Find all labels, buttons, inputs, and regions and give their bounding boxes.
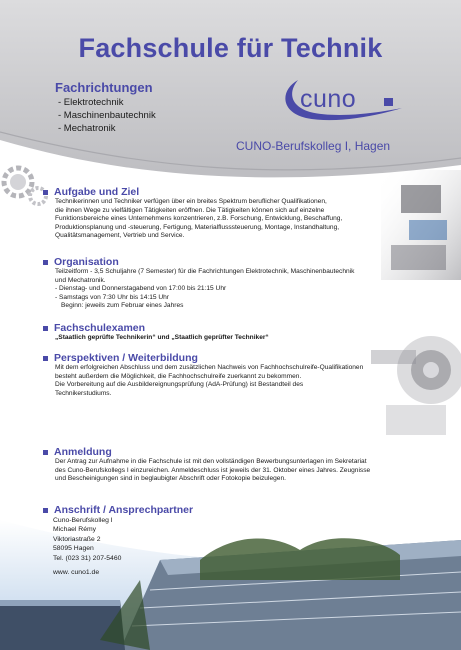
list-item: - Maschinenbautechnik [58, 110, 156, 121]
bullet-icon [43, 260, 48, 265]
text-line: und Bescheinigungen sind in beglaubigter Abschrift oder Fotokopie beizulegen. [55, 475, 286, 483]
text-line: Produktionsplanung und -steuerung, Fertigung, Materialflusssteuerung, Montage, Instandhaltung, [55, 223, 340, 231]
bullet-icon [43, 450, 48, 455]
bullet-icon [43, 356, 48, 361]
text-line: und Mechatronik. [55, 276, 106, 284]
contact-line: Tel. (023 31) 207-5460 [53, 554, 122, 562]
bullet-icon [43, 326, 48, 331]
text-line: die ihnen Wege zu vielfältigen Tätigkeiten eröffnen. Die Tätigkeiten können sich auf einzelne [55, 206, 325, 214]
section-title: Anschrift / Ansprechpartner [54, 504, 194, 516]
school-name: CUNO-Berufskolleg I, Hagen [236, 139, 391, 153]
text-line: Technikerstudiums. [55, 389, 112, 397]
section-title: Anmeldung [54, 446, 112, 458]
cuno-logo-text: cuno [300, 85, 357, 113]
contact-line: 58095 Hagen [53, 545, 94, 553]
text-line: Teilzeitform - 3,5 Schuljahre (7 Semester) für die Fachrichtungen Elektrotechnik, Maschinenbautechnik [55, 268, 355, 275]
section-aufgabe [43, 186, 413, 241]
section-anschrift [43, 504, 413, 563]
list-item: - Elektrotechnik [58, 97, 124, 108]
fields-heading: Fachrichtungen [55, 80, 153, 95]
contact-line: Cuno-Berufskolleg I [53, 517, 113, 524]
contact-line: Viktoriastraße 2 [53, 535, 101, 543]
section-perspektiven [43, 352, 413, 398]
text-line: Funktionsbereiche eines Unternehmens konzentrieren, z.B. Forschung, Entwicklung, Beschaffung, [55, 215, 343, 223]
text-line: besteht außerdem die Möglichkeit, die Fachhochschulreife zuerkannt zu bekommen. [55, 372, 302, 380]
section-text [55, 458, 413, 484]
fields-list [58, 96, 156, 135]
bullet-icon [43, 508, 48, 513]
section-anmeldung [43, 446, 413, 484]
section-text [55, 198, 413, 241]
text-line: Der Antrag zur Aufnahme in die Fachschule ist mit den vollständigen Bewerbungsunterlagen im Sekretariat [55, 458, 367, 465]
text-line: Beginn: jeweils zum Februar eines Jahres [61, 302, 184, 310]
text-line: Qualitätsmanagement, Vertrieb und Service. [55, 232, 185, 240]
contact-line: Michael Rémy [53, 526, 97, 534]
text-line: Mit dem erfolgreichen Abschluss und dem zusätzlichen Nachweis von Fachhochschulreife-Qualifikationen [55, 364, 364, 371]
text-line: - Samstags von 7:30 Uhr bis 14:15 Uhr [55, 293, 169, 301]
section-title: Organisation [54, 256, 119, 268]
section-text [55, 268, 413, 311]
text-line: Die Vorbereitung auf die Ausbildereignungsprüfung (AdA-Prüfung) ist Bestandteil des [55, 381, 304, 389]
bullet-icon [43, 190, 48, 195]
text-line: Technikerinnen und Techniker verfügen über ein breites Spektrum beruflicher Qualifikationen, [55, 198, 327, 205]
section-organisation [43, 256, 413, 311]
section-title: Fachschulexamen [54, 322, 146, 334]
section-examen [43, 322, 413, 343]
section-text [55, 334, 413, 343]
contact-block [53, 516, 413, 563]
section-text [55, 364, 413, 398]
page-title: Fachschule für Technik [78, 33, 383, 63]
text-line: „Staatlich geprüfte Technikerin“ und „Staatlich geprüfter Techniker“ [55, 334, 269, 341]
list-item: - Mechatronik [58, 123, 116, 134]
website-link[interactable]: www. cuno1.de [53, 569, 100, 576]
text-line: - Dienstag- und Donnerstagabend von 17:00 bis 21:15 Uhr [55, 285, 227, 293]
section-title: Aufgabe und Ziel [54, 186, 140, 198]
text-line: des Cuno-Berufskollegs I einzureichen. Anmeldeschluss ist jeweils der 31. Oktober eines Jahres. Zeugnisse [55, 466, 371, 474]
section-title: Perspektiven / Weiterbildung [54, 352, 198, 364]
logo-square-icon [384, 98, 393, 106]
